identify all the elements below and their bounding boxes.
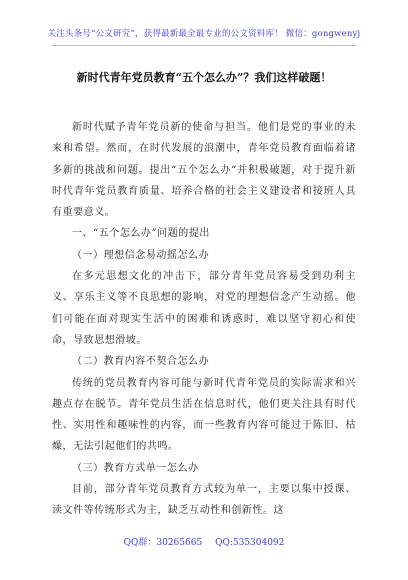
footer-qq: QQ:535304092 xyxy=(215,538,285,548)
subsection-heading-1: （一）理想信念易动摇怎么办 xyxy=(72,249,210,261)
document-body xyxy=(52,117,356,522)
document-title: 新时代青年党员教育“五个怎么办”？我们这样破题！ xyxy=(76,71,332,84)
header-banner: 关注头条号“公文研究”，获得最新最全最专业的公文资料库！ 微信：gongwenyj xyxy=(47,29,361,39)
subsection-heading-3: （三）教育方式单一怎么办 xyxy=(72,462,199,474)
paragraph-intro: 新时代赋予青年党员新的使命与担当。他们是党的事业的未来和希望。然而，在时代发展的浪潮中，青年党员教育面临着诸多新的挑战和问题。提出“五个怎么办”并积极破题，对于提升新时代青年党员教育质量、培养合格的社会主义建设者和接班人具有重要意义。 xyxy=(52,122,356,219)
footer-contact xyxy=(0,535,408,548)
paragraph-1: 在多元思想文化的冲击下，部分青年党员容易受到功利主义、享乐主义等不良思想的影响，对党的理想信念产生动摇。他们可能在面对现实生活中的困难和诱惑时，难以坚守初心和使命，导致思想滑坡。 xyxy=(52,271,356,346)
paragraph-3: 目前，部分青年党员教育方式较为单一，主要以集中授课、读文件等传统形式为主，缺乏互动性和创新性。这 xyxy=(52,484,356,517)
header-divider xyxy=(52,45,356,46)
footer-qq-group: QQ群：30265665 xyxy=(123,538,203,548)
section-heading-1: 一、“五个怎么办”问题的提出 xyxy=(72,228,210,240)
subsection-heading-2: （二）教育内容不契合怎么办 xyxy=(72,356,210,368)
paragraph-2: 传统的党员教育内容可能与新时代青年党员的实际需求和兴趣点存在脱节。青年党员生活在信息时代，他们更关注具有时代性、实用性和趣味性的内容，而一些教育内容可能过于陈旧、枯燥，无法引起他们的共鸣。 xyxy=(52,377,356,453)
